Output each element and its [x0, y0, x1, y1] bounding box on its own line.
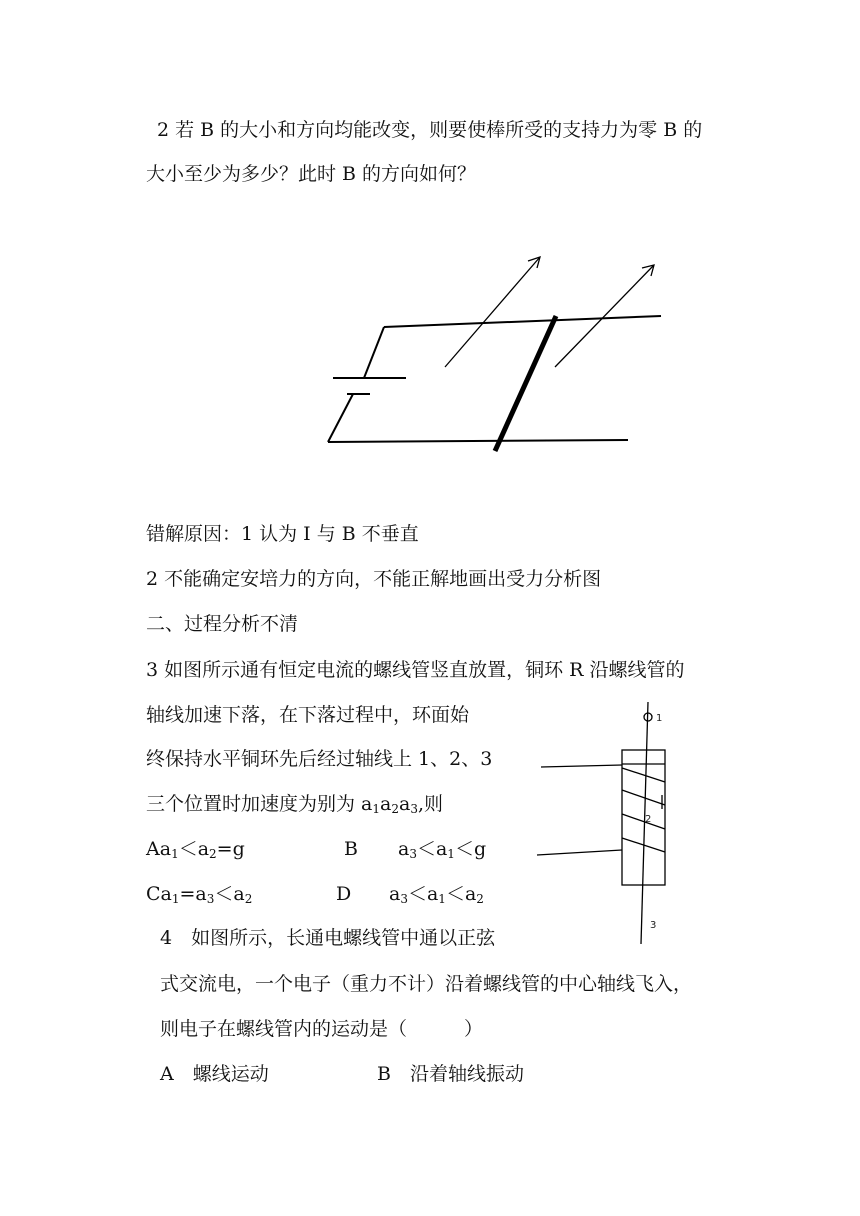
field-arrow-1-shaft — [445, 257, 540, 367]
option-a-text: Aa — [146, 838, 172, 860]
coil-3 — [622, 814, 665, 829]
option-d-text: a — [389, 883, 401, 905]
q4-line-3: 则电子在螺线管内的运动是（ ） — [160, 1018, 484, 1040]
option-b-label: B — [344, 838, 358, 860]
left-wire-lower — [328, 394, 353, 442]
solenoid-figure — [537, 702, 665, 944]
position-label-3: 3 — [650, 920, 657, 931]
position-label-1: 1 — [656, 713, 663, 724]
q4-line-2: 式交流电，一个电子（重力不计）沿着螺线管的中心轴线飞入， — [160, 973, 693, 995]
rail-circuit-figure — [328, 257, 661, 451]
option-d — [389, 882, 484, 911]
q3-line-1: 3 如图所示通有恒定电流的螺线管竖直放置，铜环 R 沿螺线管的 — [146, 659, 685, 681]
q4-option-b: B 沿着轴线振动 — [377, 1063, 524, 1085]
option-c-text: Ca — [146, 883, 172, 905]
coil-1 — [622, 768, 665, 782]
option-d-text: ＜a — [445, 883, 477, 905]
q2-line-1: 2 若 B 的大小和方向均能改变，则要使棒所受的支持力为零 B 的 — [157, 119, 703, 141]
subscript: 1 — [447, 847, 455, 861]
q2-line-2: 大小至少为多少？此时 B 的方向如何？ — [146, 163, 477, 185]
subscript: 3 — [400, 892, 408, 906]
option-b-text: a — [398, 838, 410, 860]
subscript: 3 — [410, 802, 418, 816]
error-reason-2: 2 不能确定安培力的方向，不能正解地画出受力分析图 — [146, 568, 602, 590]
subscript: 1 — [171, 847, 179, 861]
left-wire-upper — [364, 327, 384, 378]
option-c-text: =a — [179, 883, 207, 905]
option-a — [146, 837, 245, 866]
q3-line-4-text: 三个位置时加速度为别为 a — [146, 793, 373, 815]
option-c — [146, 882, 252, 911]
subscript: 2 — [476, 892, 484, 906]
option-b-text: ＜a — [416, 838, 448, 860]
lead-wire-bottom — [537, 850, 622, 855]
bottom-rail — [328, 440, 628, 442]
subscript: 2 — [391, 802, 399, 816]
subscript: 3 — [409, 847, 417, 861]
q4-option-a: A 螺线运动 — [160, 1063, 269, 1085]
position-label-2: 2 — [645, 814, 652, 825]
q3-line-4-text: ,则 — [417, 793, 443, 815]
section-heading: 二、过程分析不清 — [146, 613, 299, 635]
option-d-label: D — [336, 883, 352, 905]
subscript: 3 — [206, 892, 215, 906]
q3-line-4-text: a — [398, 793, 411, 815]
option-a-text: ＜a — [178, 838, 210, 860]
subscript: 1 — [438, 892, 446, 906]
error-reason: 错解原因：1 认为 I 与 B 不垂直 — [146, 523, 419, 545]
option-a-text: =g — [216, 838, 245, 860]
q3-line-4 — [146, 792, 443, 821]
option-d-text: ＜a — [407, 883, 439, 905]
subscript: 2 — [244, 892, 253, 906]
q4-line-1: 4 如图所示，长通电螺线管中通以正弦 — [160, 927, 496, 949]
subscript: 2 — [209, 847, 217, 861]
lead-wire-top — [541, 765, 622, 767]
subscript: 1 — [372, 802, 381, 816]
conducting-rod — [495, 316, 556, 451]
q3-line-4-text: a — [380, 793, 392, 815]
top-rail — [384, 316, 661, 327]
coil-2 — [622, 790, 665, 805]
option-b — [398, 837, 486, 866]
subscript: 1 — [171, 892, 180, 906]
q3-line-3: 终保持水平铜环先后经过轴线上 1、2、3 — [146, 748, 493, 770]
option-c-text: ＜a — [214, 883, 245, 905]
option-b-text: ＜g — [454, 838, 487, 860]
q3-line-2: 轴线加速下落，在下落过程中，环面始 — [146, 704, 470, 726]
